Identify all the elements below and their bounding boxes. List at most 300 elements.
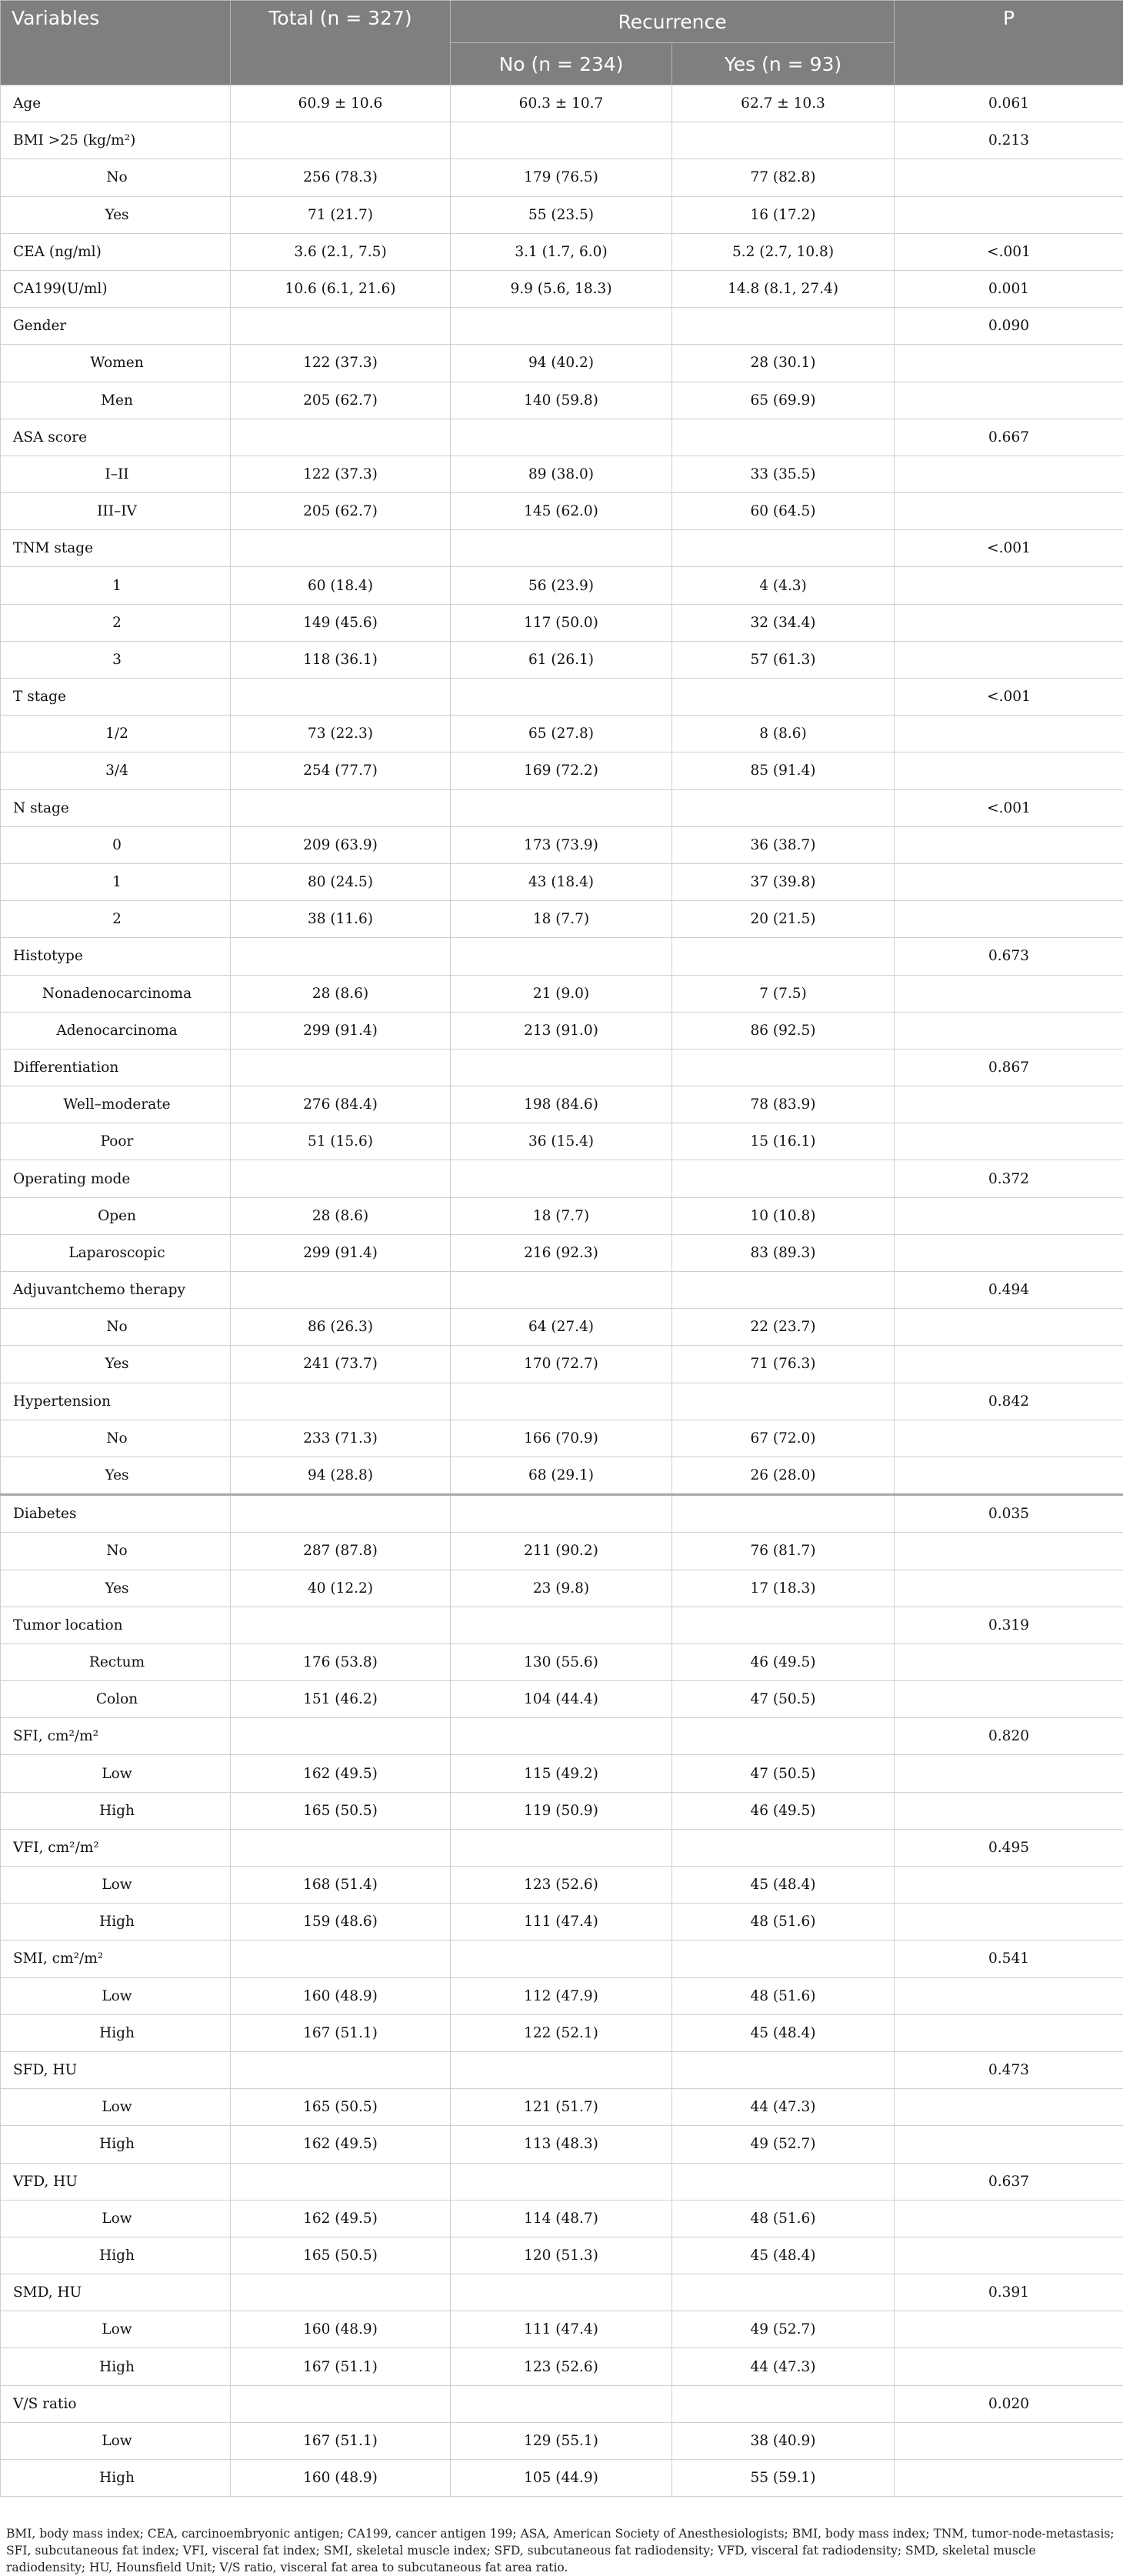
total-cell bbox=[231, 308, 451, 345]
variable-cell: Differentiation bbox=[1, 1049, 231, 1086]
recurrence-yes-cell: 76 (81.7) bbox=[672, 1533, 895, 1570]
table-row bbox=[1, 1570, 1123, 1607]
recurrence-no-cell: 123 (52.6) bbox=[451, 1867, 672, 1904]
total-cell bbox=[231, 419, 451, 455]
table-row bbox=[1, 679, 1123, 716]
recurrence-yes-cell bbox=[672, 679, 895, 716]
table-row bbox=[1, 1086, 1123, 1123]
recurrence-yes-cell: 47 (50.5) bbox=[672, 1681, 895, 1718]
recurrence-yes-cell bbox=[672, 1049, 895, 1086]
variable-cell: Yes bbox=[1, 196, 231, 233]
total-cell: 149 (45.6) bbox=[231, 604, 451, 641]
table-row bbox=[1, 1681, 1123, 1718]
recurrence-yes-cell bbox=[672, 530, 895, 567]
table-row bbox=[1, 1977, 1123, 2014]
recurrence-yes-cell: 45 (48.4) bbox=[672, 2014, 895, 2051]
recurrence-no-cell: 68 (29.1) bbox=[451, 1457, 672, 1494]
total-cell: 60 (18.4) bbox=[231, 567, 451, 604]
recurrence-yes-cell: 8 (8.6) bbox=[672, 716, 895, 752]
total-cell: 241 (73.7) bbox=[231, 1346, 451, 1383]
p-value-cell: 0.391 bbox=[895, 2274, 1123, 2311]
recurrence-yes-cell: 26 (28.0) bbox=[672, 1457, 895, 1494]
p-value-cell bbox=[895, 641, 1123, 678]
variable-cell: Adjuvantchemo therapy bbox=[1, 1272, 231, 1309]
p-value-cell: 0.372 bbox=[895, 1160, 1123, 1197]
table-row bbox=[1, 1643, 1123, 1680]
variable-cell: No bbox=[1, 1533, 231, 1570]
table-row bbox=[1, 308, 1123, 345]
total-cell: 10.6 (6.1, 21.6) bbox=[231, 270, 451, 307]
variable-cell: Hypertension bbox=[1, 1383, 231, 1420]
total-cell: 60.9 ± 10.6 bbox=[231, 85, 451, 122]
recurrence-yes-cell: 37 (39.8) bbox=[672, 863, 895, 900]
table-row bbox=[1, 233, 1123, 270]
total-cell: 118 (36.1) bbox=[231, 641, 451, 678]
p-value-cell bbox=[895, 2014, 1123, 2051]
total-cell bbox=[231, 1829, 451, 1866]
table-row bbox=[1, 1160, 1123, 1197]
variable-cell: Tumor location bbox=[1, 1607, 231, 1643]
variable-cell: 0 bbox=[1, 826, 231, 863]
recurrence-no-cell: 23 (9.8) bbox=[451, 1570, 672, 1607]
p-value-cell: 0.495 bbox=[895, 1829, 1123, 1866]
variable-cell: Rectum bbox=[1, 1643, 231, 1680]
p-value-cell bbox=[895, 2126, 1123, 2163]
table-row bbox=[1, 1346, 1123, 1383]
recurrence-no-cell bbox=[451, 122, 672, 159]
p-value-cell: <.001 bbox=[895, 679, 1123, 716]
recurrence-no-cell: 112 (47.9) bbox=[451, 1977, 672, 2014]
recurrence-no-cell: 104 (44.4) bbox=[451, 1681, 672, 1718]
table-row bbox=[1, 752, 1123, 789]
recurrence-no-cell: 140 (59.8) bbox=[451, 382, 672, 419]
header-total: Total (n = 327) bbox=[231, 1, 451, 85]
p-value-cell bbox=[895, 345, 1123, 382]
recurrence-yes-cell: 55 (59.1) bbox=[672, 2460, 895, 2497]
recurrence-no-cell: 60.3 ± 10.7 bbox=[451, 85, 672, 122]
recurrence-no-cell bbox=[451, 938, 672, 975]
header-p: P bbox=[895, 1, 1123, 85]
recurrence-no-cell bbox=[451, 1940, 672, 1977]
total-cell: 167 (51.1) bbox=[231, 2422, 451, 2459]
total-cell: 205 (62.7) bbox=[231, 493, 451, 530]
recurrence-yes-cell bbox=[672, 789, 895, 826]
p-value-cell bbox=[895, 1792, 1123, 1829]
recurrence-no-cell: 166 (70.9) bbox=[451, 1420, 672, 1457]
recurrence-yes-cell: 45 (48.4) bbox=[672, 1867, 895, 1904]
recurrence-yes-cell: 16 (17.2) bbox=[672, 196, 895, 233]
p-value-cell bbox=[895, 2311, 1123, 2348]
total-cell bbox=[231, 2274, 451, 2311]
variable-cell: Poor bbox=[1, 1123, 231, 1160]
variable-cell: 1 bbox=[1, 567, 231, 604]
total-cell bbox=[231, 122, 451, 159]
table-row bbox=[1, 2460, 1123, 2497]
recurrence-no-cell: 114 (48.7) bbox=[451, 2200, 672, 2237]
total-cell bbox=[231, 679, 451, 716]
total-cell: 299 (91.4) bbox=[231, 1012, 451, 1049]
total-cell: 276 (84.4) bbox=[231, 1086, 451, 1123]
p-value-cell: 0.820 bbox=[895, 1718, 1123, 1755]
total-cell: 165 (50.5) bbox=[231, 2237, 451, 2274]
header-yes: Yes (n = 93) bbox=[672, 43, 895, 85]
p-value-cell: <.001 bbox=[895, 789, 1123, 826]
recurrence-yes-cell: 65 (69.9) bbox=[672, 382, 895, 419]
p-value-cell: 0.867 bbox=[895, 1049, 1123, 1086]
recurrence-no-cell: 121 (51.7) bbox=[451, 2089, 672, 2126]
p-value-cell bbox=[895, 567, 1123, 604]
recurrence-no-cell bbox=[451, 2051, 672, 2088]
table-row bbox=[1, 1309, 1123, 1346]
variable-cell: SFI, cm²/m² bbox=[1, 1718, 231, 1755]
table-row bbox=[1, 2348, 1123, 2385]
recurrence-yes-cell: 15 (16.1) bbox=[672, 1123, 895, 1160]
variable-cell: Yes bbox=[1, 1457, 231, 1494]
variable-cell: SMD, HU bbox=[1, 2274, 231, 2311]
p-value-cell bbox=[895, 1420, 1123, 1457]
p-value-cell bbox=[895, 1570, 1123, 1607]
recurrence-yes-cell bbox=[672, 1940, 895, 1977]
recurrence-no-cell: 129 (55.1) bbox=[451, 2422, 672, 2459]
header-variables: Variables bbox=[1, 1, 231, 85]
variable-cell: Low bbox=[1, 2089, 231, 2126]
total-cell bbox=[231, 2051, 451, 2088]
variable-cell: Low bbox=[1, 2311, 231, 2348]
variable-cell: Histotype bbox=[1, 938, 231, 975]
p-value-cell: 0.673 bbox=[895, 938, 1123, 975]
table-row bbox=[1, 159, 1123, 196]
recurrence-yes-cell bbox=[672, 2051, 895, 2088]
total-cell: 299 (91.4) bbox=[231, 1234, 451, 1271]
recurrence-no-cell bbox=[451, 1607, 672, 1643]
recurrence-no-cell: 43 (18.4) bbox=[451, 863, 672, 900]
variable-cell: Gender bbox=[1, 308, 231, 345]
total-cell: 28 (8.6) bbox=[231, 975, 451, 1012]
variable-cell: Laparoscopic bbox=[1, 1234, 231, 1271]
p-value-cell bbox=[895, 493, 1123, 530]
variable-cell: Low bbox=[1, 1755, 231, 1792]
recurrence-no-cell bbox=[451, 1160, 672, 1197]
variable-cell: High bbox=[1, 2237, 231, 2274]
recurrence-no-cell: 145 (62.0) bbox=[451, 493, 672, 530]
recurrence-no-cell: 55 (23.5) bbox=[451, 196, 672, 233]
table-row bbox=[1, 1272, 1123, 1309]
table-row bbox=[1, 1234, 1123, 1271]
recurrence-yes-cell: 45 (48.4) bbox=[672, 2237, 895, 2274]
recurrence-no-cell bbox=[451, 2274, 672, 2311]
p-value-cell bbox=[895, 863, 1123, 900]
table-row bbox=[1, 863, 1123, 900]
p-value-cell bbox=[895, 382, 1123, 419]
recurrence-yes-cell bbox=[672, 308, 895, 345]
total-cell: 28 (8.6) bbox=[231, 1197, 451, 1234]
recurrence-no-cell: 94 (40.2) bbox=[451, 345, 672, 382]
variable-cell: Well–moderate bbox=[1, 1086, 231, 1123]
header-recurrence: Recurrence bbox=[451, 1, 895, 43]
total-cell bbox=[231, 938, 451, 975]
total-cell bbox=[231, 1160, 451, 1197]
recurrence-no-cell: 115 (49.2) bbox=[451, 1755, 672, 1792]
table-row bbox=[1, 2051, 1123, 2088]
recurrence-yes-cell: 44 (47.3) bbox=[672, 2089, 895, 2126]
table-row bbox=[1, 2237, 1123, 2274]
total-cell bbox=[231, 1049, 451, 1086]
p-value-cell: 0.213 bbox=[895, 122, 1123, 159]
recurrence-no-cell: 18 (7.7) bbox=[451, 1197, 672, 1234]
table-row bbox=[1, 1533, 1123, 1570]
recurrence-yes-cell: 78 (83.9) bbox=[672, 1086, 895, 1123]
total-cell: 162 (49.5) bbox=[231, 2126, 451, 2163]
recurrence-no-cell: 198 (84.6) bbox=[451, 1086, 672, 1123]
recurrence-yes-cell: 36 (38.7) bbox=[672, 826, 895, 863]
variable-cell: TNM stage bbox=[1, 530, 231, 567]
recurrence-no-cell: 119 (50.9) bbox=[451, 1792, 672, 1829]
table-row bbox=[1, 382, 1123, 419]
total-cell: 151 (46.2) bbox=[231, 1681, 451, 1718]
variable-cell: Yes bbox=[1, 1570, 231, 1607]
variable-cell: T stage bbox=[1, 679, 231, 716]
recurrence-no-cell bbox=[451, 308, 672, 345]
p-value-cell bbox=[895, 159, 1123, 196]
p-value-cell: 0.667 bbox=[895, 419, 1123, 455]
variable-cell: III–IV bbox=[1, 493, 231, 530]
total-cell: 165 (50.5) bbox=[231, 2089, 451, 2126]
recurrence-no-cell bbox=[451, 419, 672, 455]
p-value-cell: 0.020 bbox=[895, 2385, 1123, 2422]
table-row bbox=[1, 2014, 1123, 2051]
p-value-cell: <.001 bbox=[895, 530, 1123, 567]
p-value-cell bbox=[895, 2460, 1123, 2497]
variable-cell: VFI, cm²/m² bbox=[1, 1829, 231, 1866]
variable-cell: 2 bbox=[1, 901, 231, 938]
recurrence-yes-cell: 33 (35.5) bbox=[672, 455, 895, 492]
variable-cell: High bbox=[1, 2126, 231, 2163]
recurrence-no-cell: 105 (44.9) bbox=[451, 2460, 672, 2497]
recurrence-yes-cell: 83 (89.3) bbox=[672, 1234, 895, 1271]
variable-cell: High bbox=[1, 1904, 231, 1940]
recurrence-no-cell: 56 (23.9) bbox=[451, 567, 672, 604]
recurrence-yes-cell: 46 (49.5) bbox=[672, 1643, 895, 1680]
total-cell: 73 (22.3) bbox=[231, 716, 451, 752]
table-row bbox=[1, 1940, 1123, 1977]
total-cell bbox=[231, 1272, 451, 1309]
variable-cell: Operating mode bbox=[1, 1160, 231, 1197]
p-value-cell bbox=[895, 975, 1123, 1012]
recurrence-yes-cell: 14.8 (8.1, 27.4) bbox=[672, 270, 895, 307]
table-row bbox=[1, 1457, 1123, 1494]
table-row bbox=[1, 345, 1123, 382]
recurrence-yes-cell: 86 (92.5) bbox=[672, 1012, 895, 1049]
recurrence-yes-cell: 62.7 ± 10.3 bbox=[672, 85, 895, 122]
recurrence-no-cell bbox=[451, 2385, 672, 2422]
p-value-cell: 0.494 bbox=[895, 1272, 1123, 1309]
recurrence-yes-cell bbox=[672, 2163, 895, 2200]
total-cell: 233 (71.3) bbox=[231, 1420, 451, 1457]
variable-cell: I–II bbox=[1, 455, 231, 492]
recurrence-no-cell bbox=[451, 789, 672, 826]
p-value-cell bbox=[895, 1457, 1123, 1494]
recurrence-yes-cell bbox=[672, 1829, 895, 1866]
p-value-cell bbox=[895, 455, 1123, 492]
recurrence-yes-cell: 10 (10.8) bbox=[672, 1197, 895, 1234]
table-footnote: BMI, body mass index; CEA, carcinoembryonic antigen; CA199, cancer antigen 199; ASA, American Society of Anesthesiologists; BMI, body mass index; TNM, tumor-node-metastasis; SFI, subcutaneous fat index; VFI, visceral fat index; SMI, skeletal muscle index; SFD, subcutaneous fat radiodensity; VFD, visceral fat radiodensity; SMD, skeletal muscle radiodensity; HU, Hounsfield Unit; V/S ratio, visceral fat area to subcutaneous fat area ratio. bbox=[6, 2525, 1117, 2576]
recurrence-no-cell: 216 (92.3) bbox=[451, 1234, 672, 1271]
p-value-cell bbox=[895, 826, 1123, 863]
recurrence-no-cell: 123 (52.6) bbox=[451, 2348, 672, 2385]
variable-cell: N stage bbox=[1, 789, 231, 826]
recurrence-yes-cell: 57 (61.3) bbox=[672, 641, 895, 678]
variable-cell: V/S ratio bbox=[1, 2385, 231, 2422]
p-value-cell bbox=[895, 901, 1123, 938]
recurrence-no-cell bbox=[451, 1272, 672, 1309]
variable-cell: 1/2 bbox=[1, 716, 231, 752]
p-value-cell: 0.090 bbox=[895, 308, 1123, 345]
table-row bbox=[1, 1049, 1123, 1086]
variable-cell: Low bbox=[1, 1867, 231, 1904]
table-row bbox=[1, 826, 1123, 863]
p-value-cell bbox=[895, 604, 1123, 641]
recurrence-yes-cell bbox=[672, 1607, 895, 1643]
recurrence-yes-cell: 49 (52.7) bbox=[672, 2126, 895, 2163]
table-row bbox=[1, 1829, 1123, 1866]
table-row bbox=[1, 493, 1123, 530]
recurrence-no-cell: 36 (15.4) bbox=[451, 1123, 672, 1160]
total-cell: 122 (37.3) bbox=[231, 455, 451, 492]
variable-cell: SMI, cm²/m² bbox=[1, 1940, 231, 1977]
total-cell: 122 (37.3) bbox=[231, 345, 451, 382]
recurrence-no-cell: 21 (9.0) bbox=[451, 975, 672, 1012]
p-value-cell bbox=[895, 196, 1123, 233]
total-cell: 162 (49.5) bbox=[231, 2200, 451, 2237]
table-row bbox=[1, 901, 1123, 938]
total-cell bbox=[231, 1607, 451, 1643]
p-value-cell bbox=[895, 1123, 1123, 1160]
table-row bbox=[1, 789, 1123, 826]
recurrence-yes-cell: 48 (51.6) bbox=[672, 2200, 895, 2237]
total-cell bbox=[231, 789, 451, 826]
variable-cell: High bbox=[1, 2014, 231, 2051]
recurrence-yes-cell bbox=[672, 1160, 895, 1197]
recurrence-no-cell: 18 (7.7) bbox=[451, 901, 672, 938]
recurrence-no-cell: 64 (27.4) bbox=[451, 1309, 672, 1346]
recurrence-yes-cell: 47 (50.5) bbox=[672, 1755, 895, 1792]
variable-cell: 3 bbox=[1, 641, 231, 678]
p-value-cell: 0.319 bbox=[895, 1607, 1123, 1643]
variable-cell: Nonadenocarcinoma bbox=[1, 975, 231, 1012]
recurrence-no-cell: 65 (27.8) bbox=[451, 716, 672, 752]
variable-cell: CEA (ng/ml) bbox=[1, 233, 231, 270]
total-cell: 80 (24.5) bbox=[231, 863, 451, 900]
variable-cell: Age bbox=[1, 85, 231, 122]
recurrence-no-cell: 179 (76.5) bbox=[451, 159, 672, 196]
total-cell: 160 (48.9) bbox=[231, 1977, 451, 2014]
table-row bbox=[1, 567, 1123, 604]
total-cell bbox=[231, 1940, 451, 1977]
recurrence-yes-cell bbox=[672, 2274, 895, 2311]
p-value-cell bbox=[895, 1643, 1123, 1680]
total-cell: 176 (53.8) bbox=[231, 1643, 451, 1680]
recurrence-yes-cell: 44 (47.3) bbox=[672, 2348, 895, 2385]
total-cell bbox=[231, 530, 451, 567]
total-cell: 94 (28.8) bbox=[231, 1457, 451, 1494]
recurrence-no-cell: 169 (72.2) bbox=[451, 752, 672, 789]
variable-cell: ASA score bbox=[1, 419, 231, 455]
variable-cell: Low bbox=[1, 2200, 231, 2237]
recurrence-no-cell bbox=[451, 1718, 672, 1755]
p-value-cell bbox=[895, 2089, 1123, 2126]
table-row bbox=[1, 1867, 1123, 1904]
total-cell: 3.6 (2.1, 7.5) bbox=[231, 233, 451, 270]
variable-cell: Open bbox=[1, 1197, 231, 1234]
variable-cell: High bbox=[1, 1792, 231, 1829]
recurrence-yes-cell bbox=[672, 1495, 895, 1533]
recurrence-yes-cell: 60 (64.5) bbox=[672, 493, 895, 530]
recurrence-yes-cell: 67 (72.0) bbox=[672, 1420, 895, 1457]
variable-cell: Diabetes bbox=[1, 1495, 231, 1533]
recurrence-no-cell: 9.9 (5.6, 18.3) bbox=[451, 270, 672, 307]
table-row bbox=[1, 270, 1123, 307]
variable-cell: High bbox=[1, 2460, 231, 2497]
recurrence-yes-cell bbox=[672, 122, 895, 159]
total-cell bbox=[231, 1383, 451, 1420]
total-cell: 209 (63.9) bbox=[231, 826, 451, 863]
p-value-cell bbox=[895, 1533, 1123, 1570]
p-value-cell: 0.061 bbox=[895, 85, 1123, 122]
recurrence-yes-cell bbox=[672, 1718, 895, 1755]
recurrence-no-cell: 111 (47.4) bbox=[451, 2311, 672, 2348]
recurrence-yes-cell: 28 (30.1) bbox=[672, 345, 895, 382]
table-row bbox=[1, 2163, 1123, 2200]
table-row bbox=[1, 641, 1123, 678]
recurrence-yes-cell: 17 (18.3) bbox=[672, 1570, 895, 1607]
table-header bbox=[1, 1, 1123, 85]
table-row bbox=[1, 604, 1123, 641]
p-value-cell: <.001 bbox=[895, 233, 1123, 270]
variable-cell: CA199(U/ml) bbox=[1, 270, 231, 307]
recurrence-yes-cell: 49 (52.7) bbox=[672, 2311, 895, 2348]
variable-cell: No bbox=[1, 1309, 231, 1346]
total-cell: 159 (48.6) bbox=[231, 1904, 451, 1940]
recurrence-yes-cell: 20 (21.5) bbox=[672, 901, 895, 938]
recurrence-no-cell: 211 (90.2) bbox=[451, 1533, 672, 1570]
p-value-cell: 0.842 bbox=[895, 1383, 1123, 1420]
table-row bbox=[1, 530, 1123, 567]
recurrence-yes-cell: 7 (7.5) bbox=[672, 975, 895, 1012]
recurrence-no-cell: 173 (73.9) bbox=[451, 826, 672, 863]
p-value-cell bbox=[895, 752, 1123, 789]
total-cell bbox=[231, 1495, 451, 1533]
variable-cell: Men bbox=[1, 382, 231, 419]
recurrence-yes-cell: 38 (40.9) bbox=[672, 2422, 895, 2459]
recurrence-yes-cell bbox=[672, 419, 895, 455]
p-value-cell: 0.001 bbox=[895, 270, 1123, 307]
variable-cell: BMI >25 (kg/m²) bbox=[1, 122, 231, 159]
table-row bbox=[1, 2274, 1123, 2311]
table-row bbox=[1, 938, 1123, 975]
table-row bbox=[1, 1607, 1123, 1643]
recurrence-yes-cell bbox=[672, 1272, 895, 1309]
recurrence-no-cell: 213 (91.0) bbox=[451, 1012, 672, 1049]
total-cell: 254 (77.7) bbox=[231, 752, 451, 789]
table-row bbox=[1, 2385, 1123, 2422]
recurrence-no-cell: 89 (38.0) bbox=[451, 455, 672, 492]
total-cell: 165 (50.5) bbox=[231, 1792, 451, 1829]
recurrence-no-cell: 113 (48.3) bbox=[451, 2126, 672, 2163]
recurrence-no-cell: 117 (50.0) bbox=[451, 604, 672, 641]
total-cell: 38 (11.6) bbox=[231, 901, 451, 938]
variable-cell: No bbox=[1, 159, 231, 196]
table-row bbox=[1, 1383, 1123, 1420]
